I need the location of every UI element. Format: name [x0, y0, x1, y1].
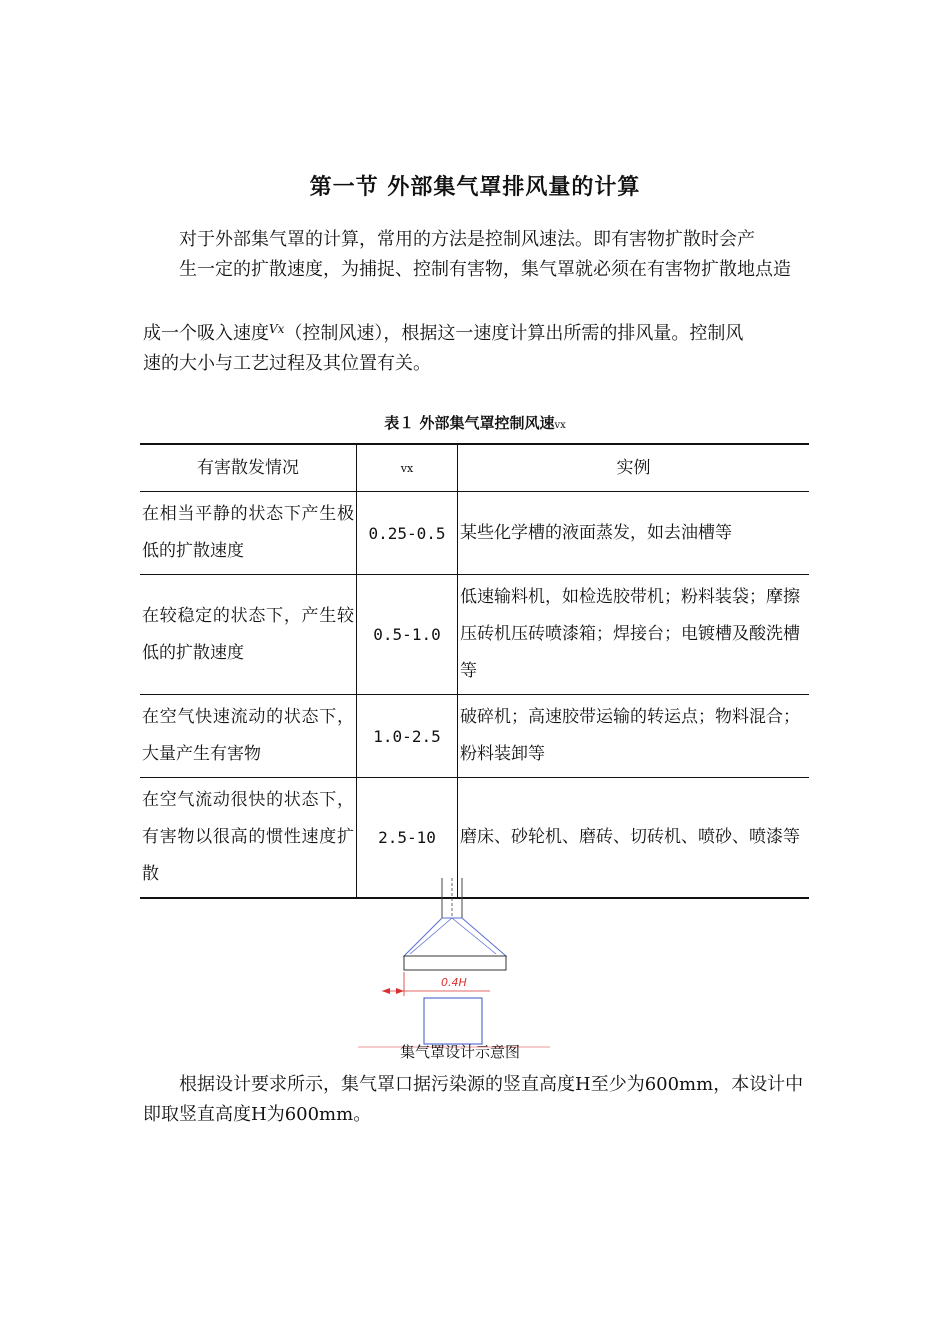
cell-vx: 1.0-2.5	[357, 695, 458, 778]
figure-caption: 集气罩设计示意图	[399, 1043, 520, 1061]
dimension-marker	[382, 972, 490, 996]
intro-line-4: 速的大小与工艺过程及其位置有关。	[143, 353, 431, 374]
intro-line-3-after: （控制风速），根据这一速度计算出所需的排风量。控制风	[284, 323, 744, 344]
exhaust-duct	[442, 878, 462, 918]
cell-example: 破碎机；高速胶带运输的转运点；物料混合；粉料装卸等	[458, 695, 810, 778]
cell-vx: 2.5-10	[357, 778, 458, 899]
table-caption-symbol: vx	[554, 420, 566, 431]
hood-body	[404, 918, 506, 970]
cell-vx: 0.25-0.5	[357, 492, 458, 575]
control-velocity-table	[140, 443, 809, 899]
cell-situation: 在空气流动很快的状态下，有害物以很高的惯性速度扩散	[140, 778, 357, 899]
header-vx-text: vx	[400, 462, 414, 475]
header-vx	[357, 444, 458, 492]
cell-example: 某些化学槽的液面蒸发，如去油槽等	[458, 492, 810, 575]
header-situation: 有害散发情况	[140, 444, 357, 492]
pollution-source	[358, 998, 550, 1047]
intro-line-3	[143, 285, 811, 344]
cell-vx: 0.5-1.0	[357, 575, 458, 695]
table-caption	[0, 412, 950, 433]
intro-line-1: 对于外部集气罩的计算，常用的方法是控制风速法。即有害物扩散时会产	[179, 229, 755, 250]
dimension-label: 0.4H	[441, 976, 467, 989]
cell-example: 低速输料机，如检选胶带机；粉料装袋；摩擦压砖机压砖喷漆箱；焊接台；电镀槽及酸洗槽等	[458, 575, 810, 695]
table-row	[140, 492, 809, 575]
intro-paragraph	[143, 225, 811, 379]
table-caption-text: 表１ 外部集气罩控制风速	[384, 414, 555, 432]
cell-situation: 在相当平静的状态下产生极低的扩散速度	[140, 492, 357, 575]
header-example: 实例	[458, 444, 810, 492]
section-title: 第一节 外部集气罩排风量的计算	[309, 174, 641, 200]
intro-line-3-before: 成一个吸入速度	[143, 323, 269, 344]
cell-situation: 在较稳定的状态下，产生较低的扩散速度	[140, 575, 357, 695]
cell-situation: 在空气快速流动的状态下，大量产生有害物	[140, 695, 357, 778]
control-velocity-symbol: Vx	[269, 322, 285, 336]
conclusion-paragraph: 根据设计要求所示，集气罩口据污染源的竖直高度H至少为600mm，本设计中即取竖直高度H为600mm。	[143, 1074, 804, 1125]
table-header-row	[140, 444, 809, 492]
intro-line-2: 生一定的扩散速度，为捕捉、控制有害物，集气罩就必须在有害物扩散地点造	[179, 259, 791, 280]
table-row	[140, 575, 809, 695]
cell-example: 磨床、砂轮机、磨砖、切砖机、喷砂、喷漆等	[458, 778, 810, 899]
table-row	[140, 695, 809, 778]
intro-line-3-text	[143, 314, 743, 349]
hood-diagram	[350, 872, 560, 1057]
